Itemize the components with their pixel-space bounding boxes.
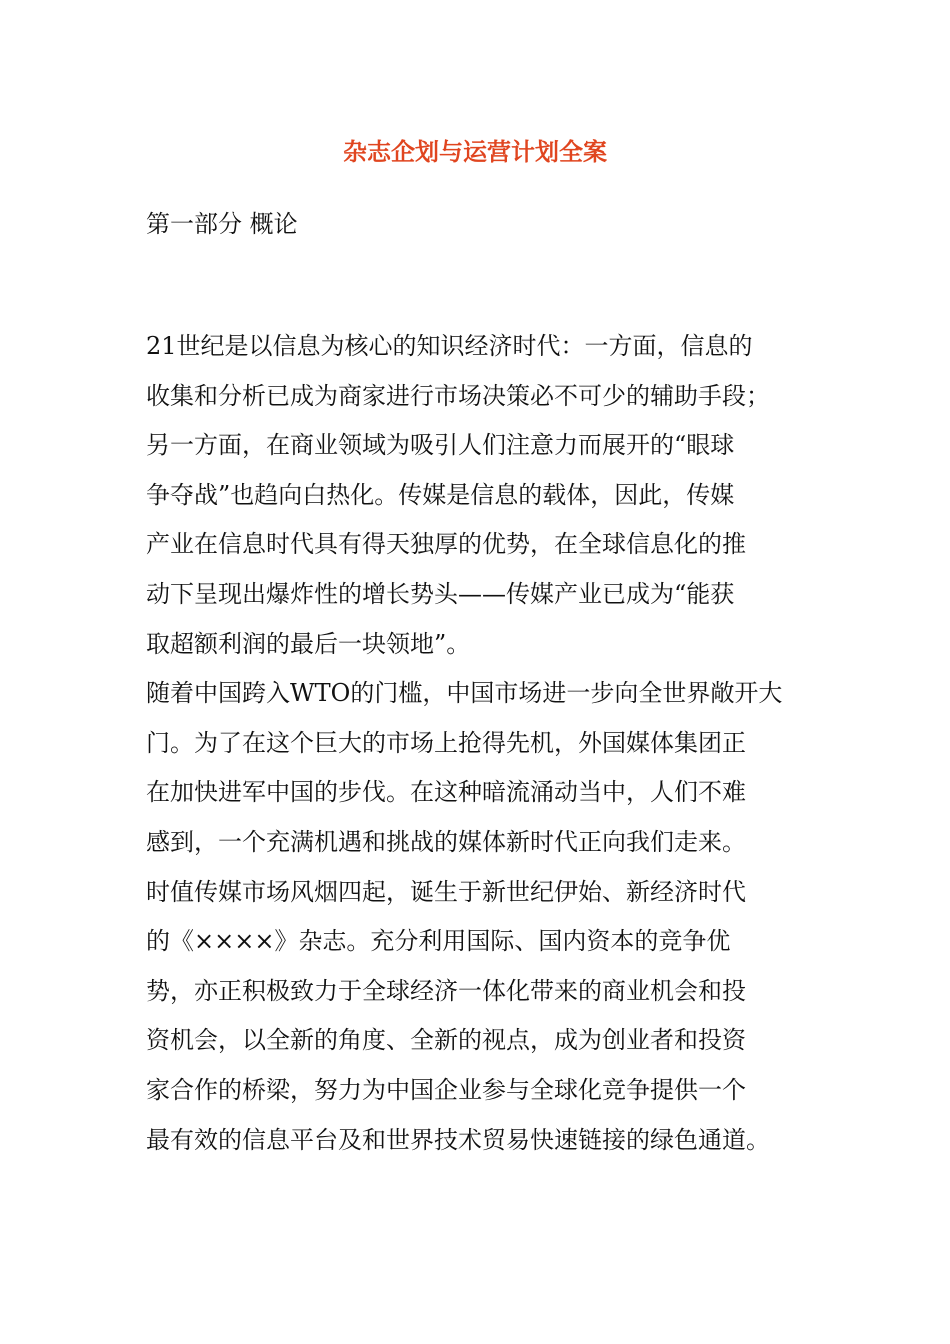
- paragraph-line: 随着中国跨入WTO的门槛，中国市场进一步向全世界敞开大: [146, 679, 783, 708]
- paragraph-line: 产业在信息时代具有得天独厚的优势，在全球信息化的推: [146, 530, 746, 559]
- paragraph-line: 资机会，以全新的角度、全新的视点，成为创业者和投资: [146, 1026, 746, 1055]
- paragraph-line: 最有效的信息平台及和世界技术贸易快速链接的绿色通道。: [146, 1125, 770, 1154]
- paragraph-line: 感到，一个充满机遇和挑战的媒体新时代正向我们走来。: [146, 827, 746, 856]
- paragraph-line: 动下呈现出爆炸性的增长势头——传媒产业已成为“能获: [146, 579, 735, 608]
- paragraph-line: 家合作的桥梁，努力为中国企业参与全球化竞争提供一个: [146, 1075, 746, 1104]
- paragraph-line: 的《××××》杂志。充分利用国际、国内资本的竞争优: [146, 927, 731, 956]
- paragraph-line: 在加快进军中国的步伐。在这种暗流涌动当中，人们不难: [146, 778, 746, 807]
- document-title: 杂志企划与运营计划全案: [343, 137, 607, 166]
- body-text: [146, 322, 814, 1165]
- paragraph-line: 取超额利润的最后一块领地”。: [146, 629, 471, 658]
- paragraph-line: 21世纪是以信息为核心的知识经济时代：一方面，信息的: [146, 332, 753, 360]
- paragraph-line: 时值传媒市场风烟四起，诞生于新世纪伊始、新经济时代: [146, 877, 746, 906]
- paragraph-line: 势，亦正积极致力于全球经济一体化带来的商业机会和投: [146, 976, 746, 1005]
- paragraph-line: 争夺战”也趋向白热化。传媒是信息的载体，因此，传媒: [146, 480, 735, 509]
- paragraph-line: 收集和分析已成为商家进行市场决策必不可少的辅助手段；: [146, 381, 770, 410]
- paragraph-line: 另一方面，在商业领域为吸引人们注意力而展开的“眼球: [146, 431, 735, 460]
- section-heading: 第一部分 概论: [146, 210, 298, 238]
- paragraph-line: 门。为了在这个巨大的市场上抢得先机，外国媒体集团正: [146, 728, 746, 757]
